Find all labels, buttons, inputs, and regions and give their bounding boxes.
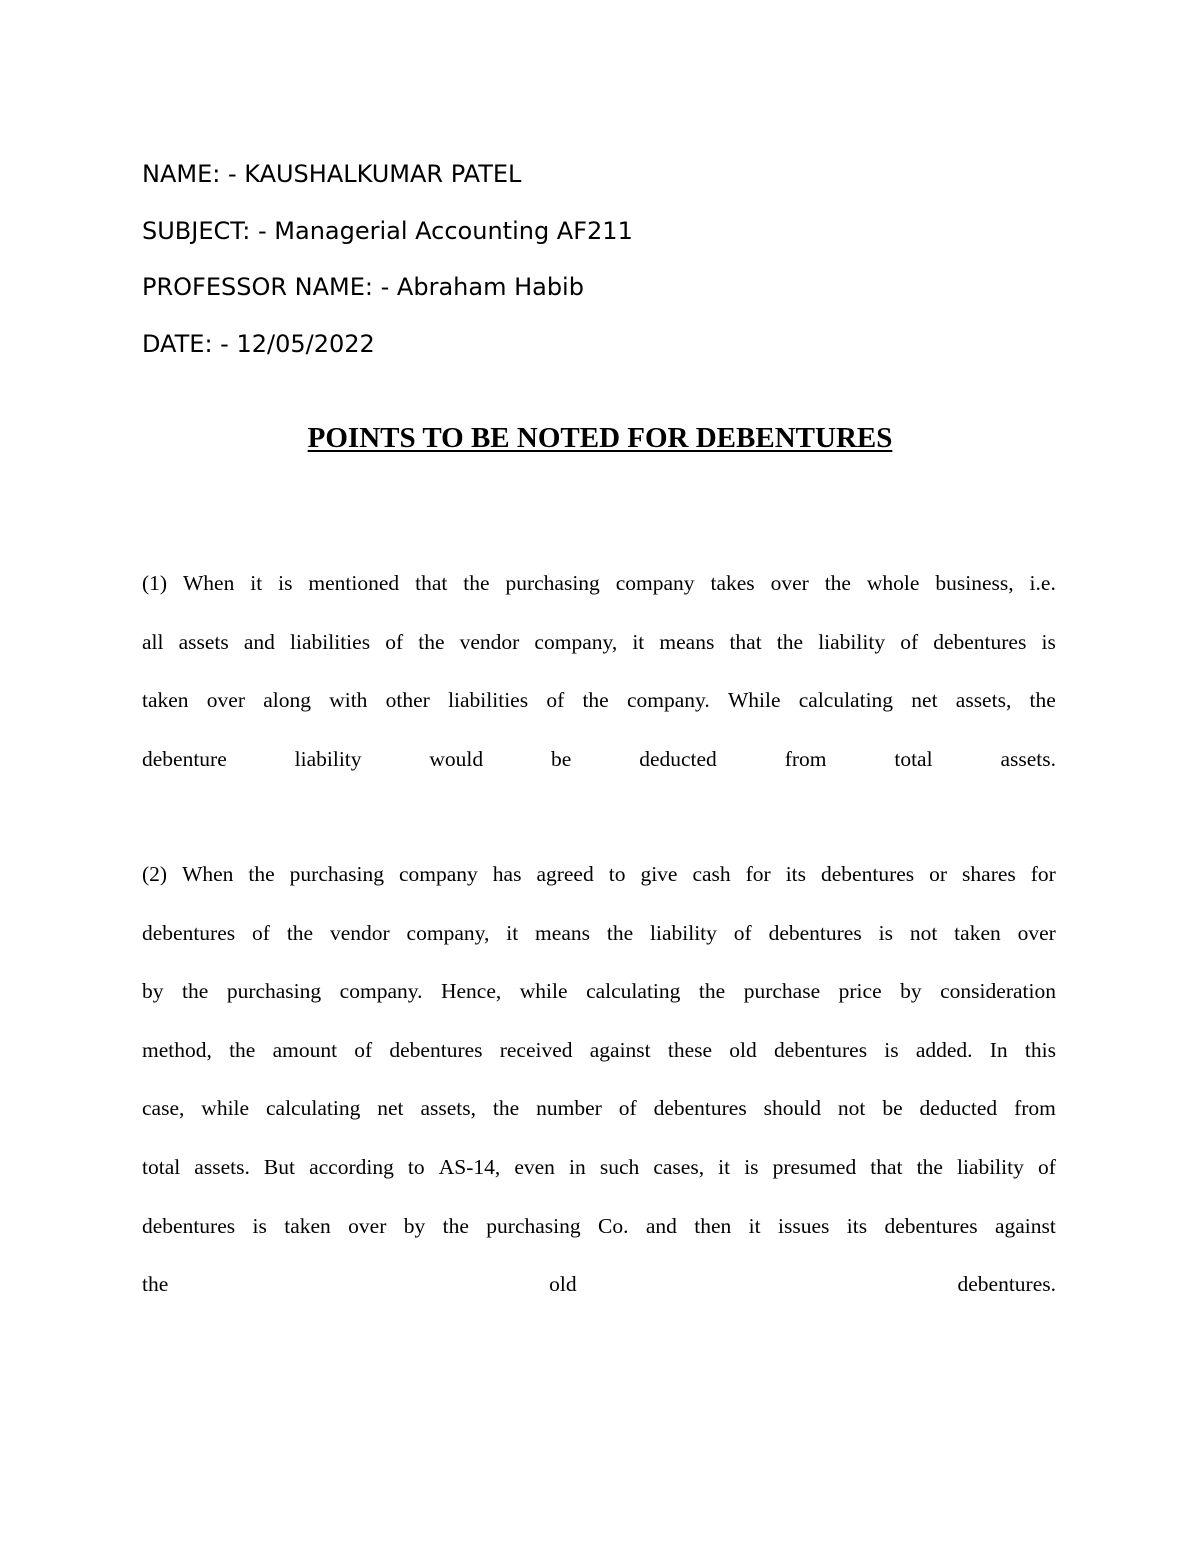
paragraph-2 (142, 845, 1056, 1314)
document-title: POINTS TO BE NOTED FOR DEBENTURES (307, 422, 893, 454)
date-line: DATE: - 12/05/2022 (142, 329, 375, 358)
paragraph-1 (142, 554, 1056, 788)
student-info-block (142, 146, 1042, 372)
student-name-line: NAME: - KAUSHALKUMAR PATEL (142, 160, 522, 188)
paragraph-line: taken over along with other liabilities of the company. While calculating net assets, the (142, 688, 1056, 713)
paragraph-line: (1) When it is mentioned that the purchasing company takes over the whole business, i.e. (142, 571, 1056, 595)
paragraph-line: (2) When the purchasing company has agreed to give cash for its debentures or shares for (142, 862, 1056, 886)
paragraph-line: method, the amount of debentures received against these old debentures is added. In this (142, 1037, 1056, 1062)
paragraph-line: all assets and liabilities of the vendor company, it means that the liability of debentures is (142, 629, 1056, 654)
paragraph-line: debentures of the vendor company, it means the liability of debentures is not taken over (142, 920, 1056, 945)
paragraph-line: debentures is taken over by the purchasing Co. and then it issues its debentures against (142, 1213, 1056, 1238)
paragraph-line: total assets. But according to AS-14, even in such cases, it is presumed that the liability of (142, 1154, 1056, 1179)
professor-name-line: PROFESSOR NAME: - Abraham Habib (142, 273, 584, 301)
paragraph-line: debenture liability would be deducted from total assets. (142, 746, 1056, 771)
paragraph-line: by the purchasing company. Hence, while calculating the purchase price by consideration (142, 979, 1056, 1004)
paragraph-line: case, while calculating net assets, the number of debentures should not be deducted from (142, 1096, 1056, 1121)
paragraph-line: the old debentures. (142, 1272, 1056, 1297)
subject-line: SUBJECT: - Managerial Accounting AF211 (142, 216, 633, 245)
